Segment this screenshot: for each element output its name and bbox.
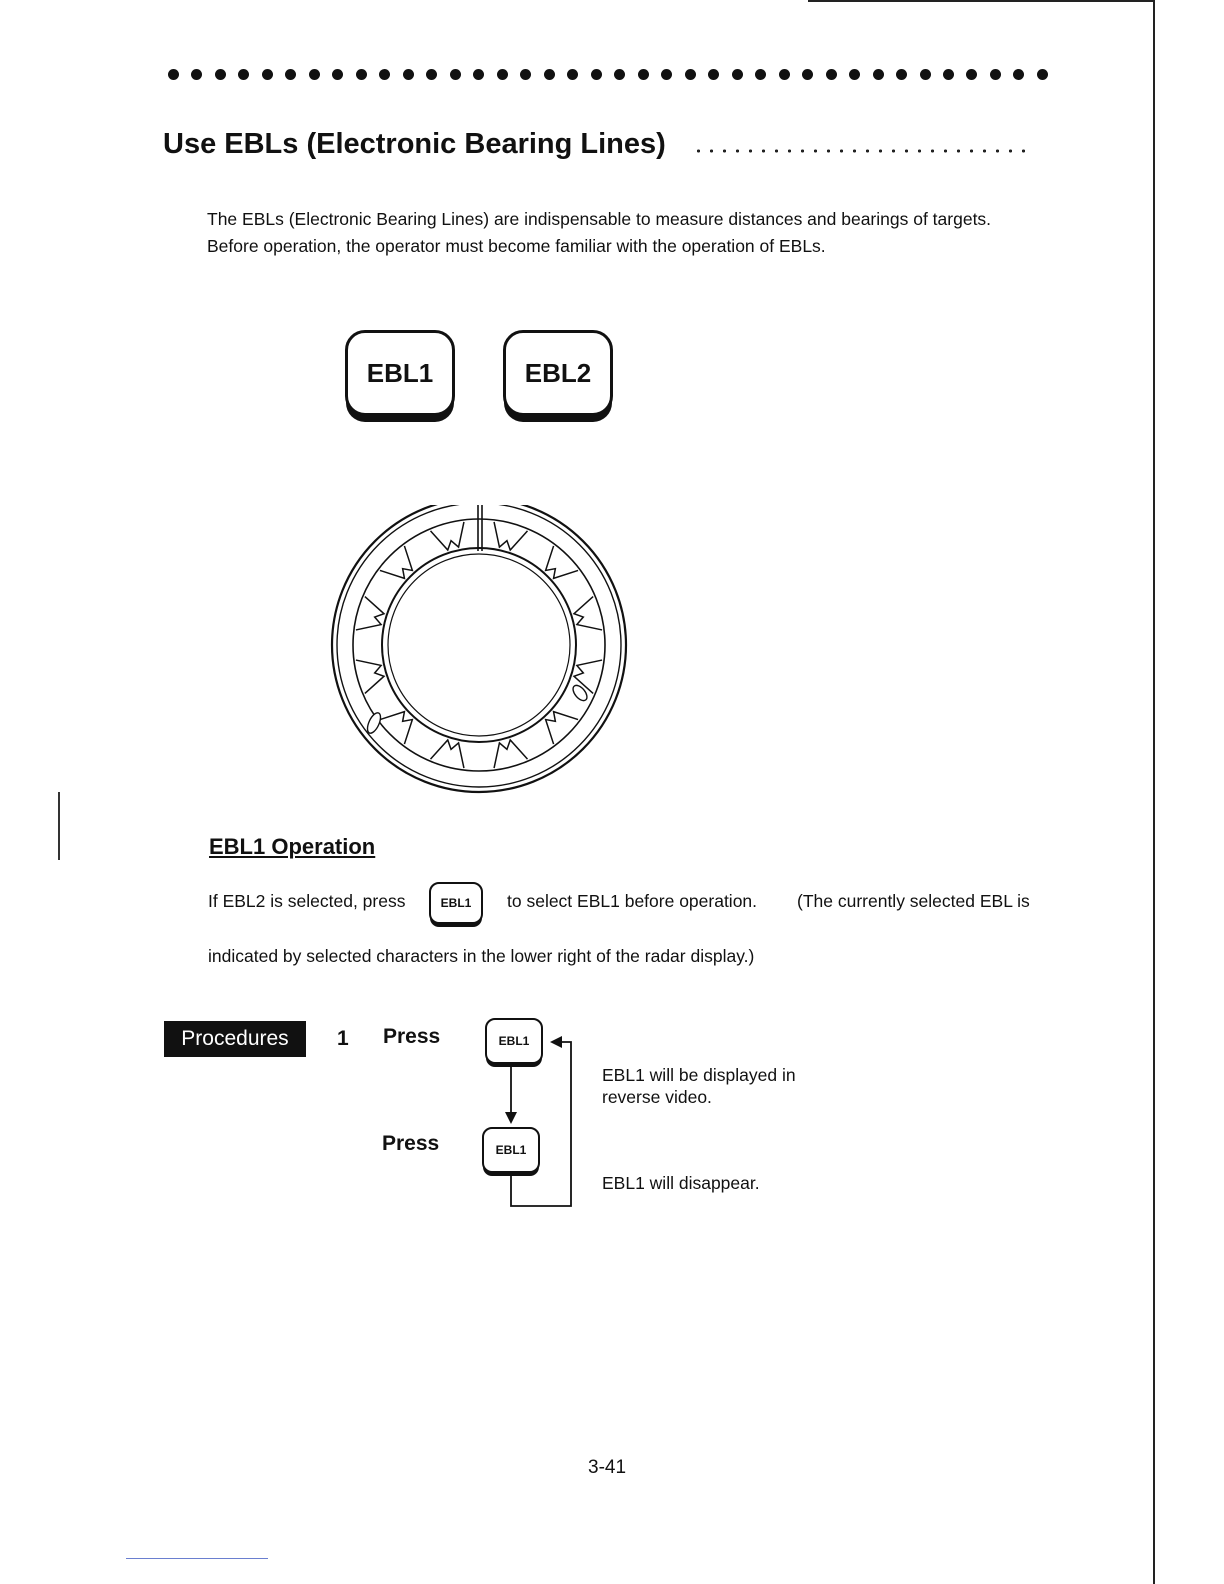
header-dot [826,69,837,80]
frame-right-rule [1153,0,1155,1584]
inline-ebl1-key[interactable]: EBL1 [429,882,483,924]
header-dot [990,69,1001,80]
header-dot-row [168,69,1048,83]
section-title: EBL1 Operation [209,834,376,859]
intro-line-1: The EBLs (Electronic Bearing Lines) are indispensable to measure distances and bearings of targets. [207,209,992,229]
header-dot [356,69,367,80]
header-dot [685,69,696,80]
header-dot [379,69,390,80]
header-dot [262,69,273,80]
header-dot [473,69,484,80]
header-dot [285,69,296,80]
header-dot [873,69,884,80]
header-dot [332,69,343,80]
ebl1-key[interactable]: EBL1 [345,330,455,416]
instruction-part-2: to select EBL1 before operation. [507,891,758,911]
press-label-2: Press [382,1132,440,1155]
page-title: Use EBLs (Electronic Bearing Lines) [163,128,666,160]
intro-text [207,206,1053,260]
header-dot [567,69,578,80]
header-dot [426,69,437,80]
press-label-1: Press [383,1025,441,1048]
header-dot [520,69,531,80]
header-dot [779,69,790,80]
header-dot [1013,69,1024,80]
title-dot-leader [692,148,1032,154]
header-dot [191,69,202,80]
header-dot [661,69,672,80]
note-disappear: EBL1 will disappear. [602,1173,760,1193]
ebl-control-knob-icon[interactable] [326,505,632,795]
instruction-part-3: (The currently selected EBL is [797,891,1030,911]
header-dot [614,69,625,80]
header-dot [591,69,602,80]
header-dot [215,69,226,80]
frame-top-rule [808,0,1154,2]
header-dot [309,69,320,80]
header-dot [896,69,907,80]
header-dot [802,69,813,80]
proc-ebl1-key-1[interactable]: EBL1 [485,1018,543,1064]
instruction-part-1: If EBL2 is selected, press [208,891,406,911]
header-dot [168,69,179,80]
header-dot [544,69,555,80]
header-dot [966,69,977,80]
header-dot [497,69,508,80]
header-dot [1037,69,1048,80]
header-dot [849,69,860,80]
page-number: 3-41 [588,1457,627,1478]
ebl2-key[interactable]: EBL2 [503,330,613,416]
header-dot [920,69,931,80]
header-dot [708,69,719,80]
header-dot [638,69,649,80]
header-dot [755,69,766,80]
header-dot [943,69,954,80]
proc-ebl1-key-2[interactable]: EBL1 [482,1127,540,1173]
intro-line-2: Before operation, the operator must become familiar with the operation of EBLs. [207,236,826,256]
header-dot [450,69,461,80]
instruction-continuation: indicated by selected characters in the lower right of the radar display.) [208,946,755,966]
procedures-badge: Procedures [164,1021,306,1057]
note-reverse-video: EBL1 will be displayed in reverse video. [602,1065,796,1107]
bottom-rule [126,1558,268,1559]
header-dot [238,69,249,80]
header-dot [403,69,414,80]
margin-change-bar [58,792,60,860]
step-number: 1 [337,1027,349,1050]
flow-arrows-icon [500,1030,580,1210]
header-dot [732,69,743,80]
